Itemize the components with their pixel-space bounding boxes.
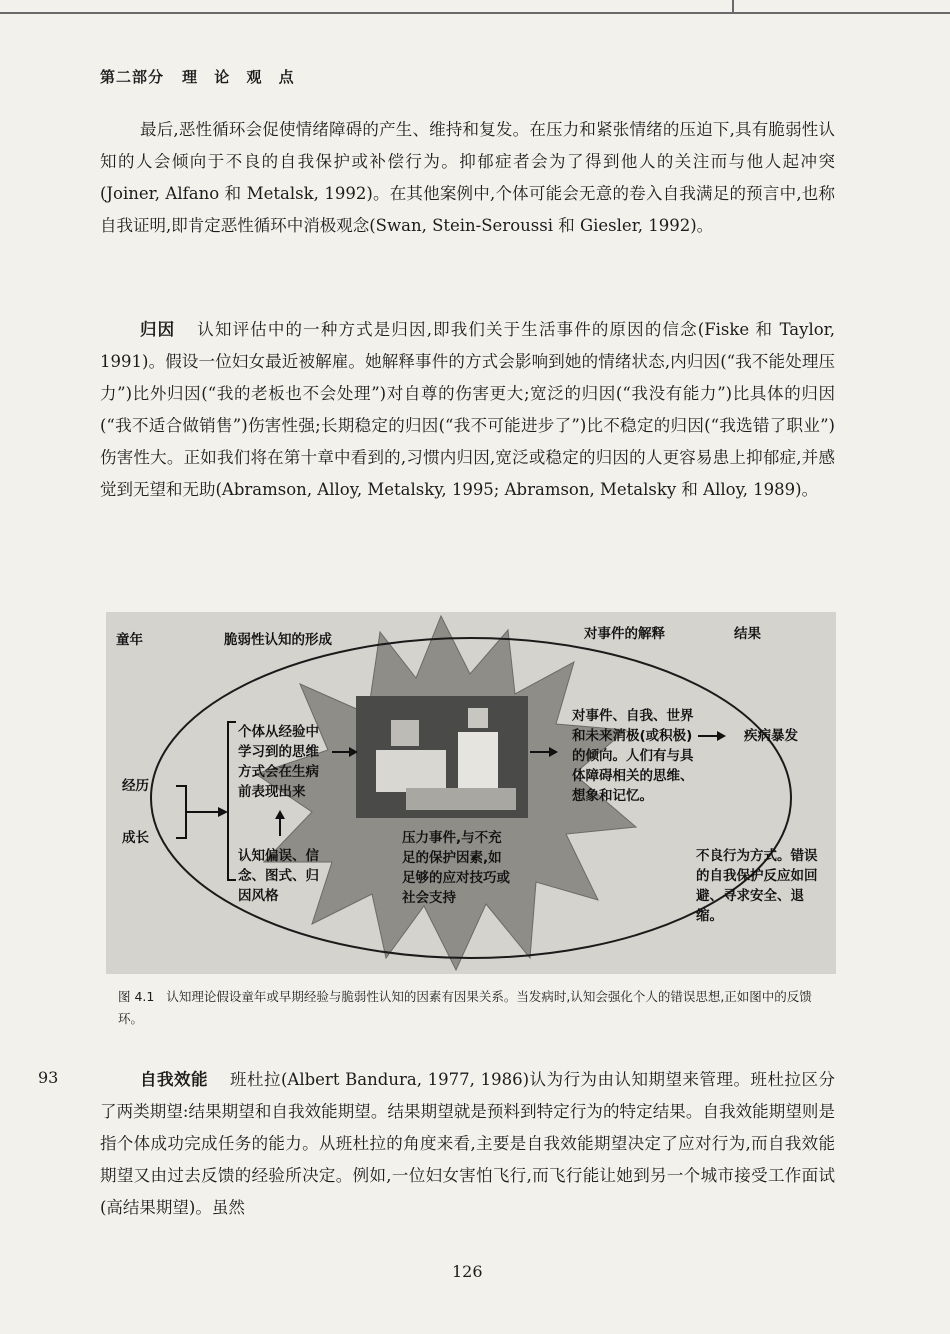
- label-maladaptive: 不良行为方式。错误的自我保护反应如回避、寻求安全、退缩。: [696, 848, 818, 924]
- top-rule: [0, 12, 950, 14]
- label-interpretation: 对事件、自我、世界和未来消极(或积极)的倾向。人们有与具体障碍相关的思维、想象和记忆。: [572, 708, 694, 804]
- label-stress-event: 压力事件,与不充足的保护因素,如足够的应对技巧或社会支持: [402, 830, 510, 906]
- figure-caption: [118, 986, 830, 1030]
- running-head: [100, 66, 300, 87]
- bracket-main: [228, 722, 236, 880]
- page-number: 126: [452, 1262, 483, 1281]
- label-experience: 经历: [122, 778, 149, 794]
- figure-4-1: [106, 612, 836, 974]
- section-label: 理 论 观 点: [182, 68, 300, 86]
- brace-connectors: [176, 786, 224, 838]
- label-onset: 疾病暴发: [744, 728, 798, 744]
- keyword-attribution: 归因: [140, 320, 176, 339]
- box-thinking-style: 个体从经验中学习到的思维方式会在生病前表现出来: [238, 724, 319, 800]
- box-cognitive-bias: 认知偏误、信念、图式、归因风格: [238, 848, 319, 904]
- paragraph-vicious-cycle: 最后,恶性循环会促使情绪障碍的产生、维持和复发。在压力和紧张情绪的压迫下,具有脆弱性认知的人会倾向于不良的自我保护或补偿行为。抑郁症者会为了得到他人的关注而与他人起冲突(Joiner, Alfano 和 Metalsk, 1992)。在其他案例中,个体可能会无意的卷入自我满足的预言中,也称自我证明,即肯定恶性循环中消极观念(Swan, Stein-Seroussi 和 Giesler, 1992)。: [100, 120, 835, 235]
- top-tick: [732, 0, 734, 12]
- label-growth: 成长: [122, 830, 149, 846]
- paragraph-attribution: [100, 314, 835, 506]
- header-childhood: 童年: [116, 632, 143, 648]
- header-interpretation: 对事件的解释: [584, 626, 665, 642]
- header-formation: 脆弱性认知的形成: [224, 632, 332, 648]
- paragraph-self-efficacy: [100, 1064, 835, 1224]
- caption-number: 图 4.1: [118, 989, 155, 1004]
- margin-number: 93: [38, 1068, 59, 1087]
- caption-text: 认知理论假设童年或早期经验与脆弱性认知的因素有因果关系。当发病时,认知会强化个人的错误思想,正如图中的反馈环。: [118, 989, 812, 1026]
- self-efficacy-text: 班杜拉(Albert Bandura, 1977, 1986)认为行为由认知期望来管理。班杜拉区分了两类期望:结果期望和自我效能期望。结果期望就是预料到特定行为的特定结果。自我效能期望则是指个体成功完成任务的能力。从班杜拉的角度来看,主要是自我效能期望决定了应对行为,而自我效能期望又由过去反馈的经验所决定。例如,一位妇女害怕飞行,而飞行能让她到另一个城市接受工作面试(高结果期望)。虽然: [100, 1070, 835, 1217]
- part-label: 第二部分: [100, 68, 165, 86]
- attribution-text: 认知评估中的一种方式是归因,即我们关于生活事件的原因的信念(Fiske 和 Taylor, 1991)。假设一位妇女最近被解雇。她解释事件的方式会影响到她的情绪状态,内归因(“我不能处理压力”)比外归因(“我的老板也不会处理”)对自尊的伤害更大;宽泛的归因(“我没有能力”)比具体的归因(“我不适合做销售”)伤害性强;长期稳定的归因(“我不可能进步了”)比不稳定的归因(“我选错了职业”)伤害性大。正如我们将在第十章中看到的,习惯内归因,宽泛或稳定的归因的人更容易患上抑郁症,并感觉到无望和无助(Abramson, Alloy, Metalsky, 1995; Abramson, Metalsky 和 Alloy, 1989)。: [100, 320, 836, 499]
- keyword-self-efficacy: 自我效能: [140, 1070, 208, 1089]
- header-outcome: 结果: [734, 626, 761, 642]
